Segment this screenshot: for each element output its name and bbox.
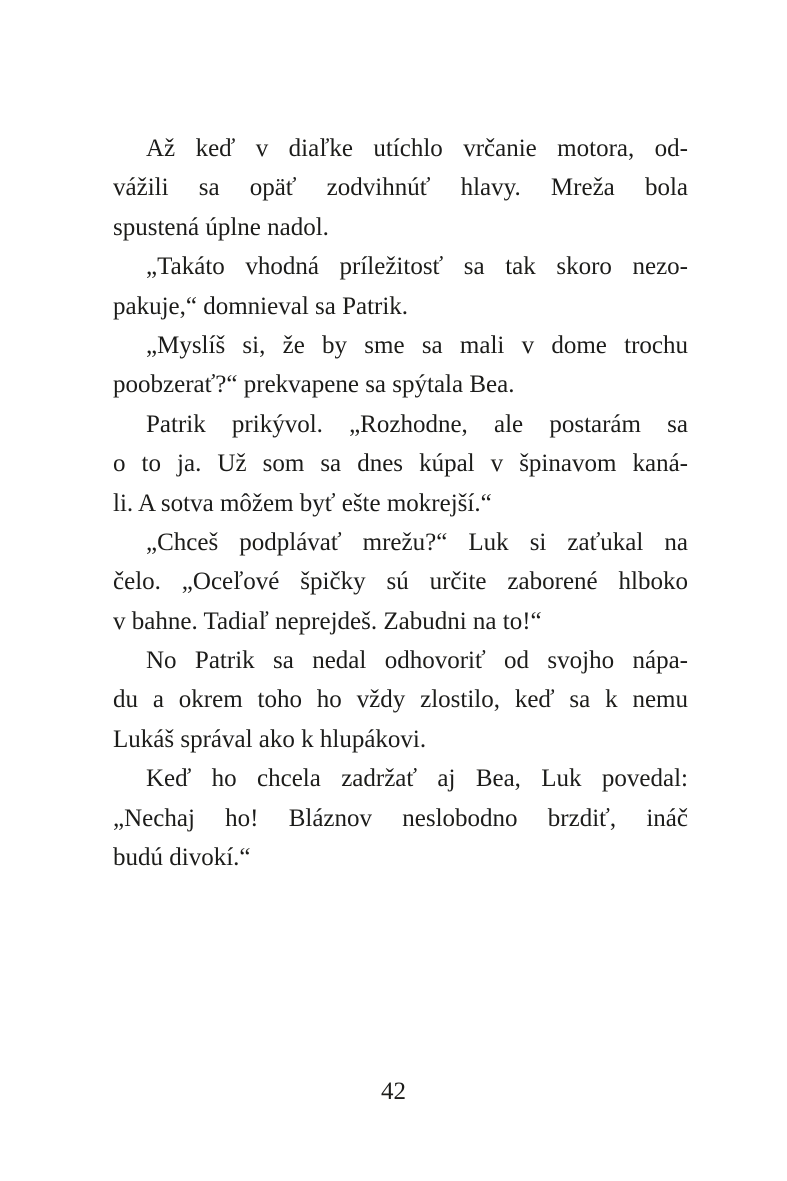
paragraph [113, 326, 688, 405]
page-number: 42 [381, 1078, 406, 1105]
paragraph [113, 523, 688, 641]
text-line: Patrik prikývol. „Rozhodne, ale postarám sa [146, 410, 688, 438]
paragraph [113, 405, 688, 523]
text-line: Keď ho chcela zadržať aj Bea, Luk povedal: [146, 765, 688, 793]
text-line: čelo. „Oceľové špičky sú určite zaborené hlboko [113, 568, 688, 596]
text-line: „Takáto vhodná príležitosť sa tak skoro nezo- [146, 253, 688, 281]
text-line: vážili sa opäť zodvihnúť hlavy. Mreža bola [113, 174, 688, 202]
text-line: du a okrem toho ho vždy zlostilo, keď sa k nemu [113, 686, 688, 714]
text-line: „Nechaj ho! Bláznov neslobodno brzdiť, ináč [113, 804, 688, 832]
paragraph [113, 759, 688, 877]
text-line: poobzerať?“ prekvapene sa spýtala Bea. [113, 371, 515, 399]
text-line: Až keď v diaľke utíchlo vrčanie motora, od- [146, 135, 688, 162]
text-line: budú divokí.“ [113, 844, 251, 872]
body-text [113, 129, 688, 877]
text-line: Lukáš správal ako k hlupákovi. [113, 725, 427, 753]
paragraph [113, 129, 688, 247]
paragraph [113, 247, 688, 326]
text-line: „Chceš podplávať mrežu?“ Luk si zaťukal na [146, 528, 688, 556]
text-line: li. A sotva môžem byť ešte mokrejší.“ [113, 489, 492, 517]
text-line: No Patrik sa nedal odhovoriť od svojho nápa- [146, 647, 688, 675]
text-line: pakuje,“ domnieval sa Patrik. [113, 292, 409, 320]
paragraph [113, 641, 688, 759]
text-line: v bahne. Tadiaľ neprejdeš. Zabudni na to!“ [113, 607, 542, 635]
text-line: o to ja. Už som sa dnes kúpal v špinavom kaná- [113, 450, 688, 478]
text-line: spustená úplne nadol. [113, 213, 329, 241]
text-line: „Myslíš si, že by sme sa mali v dome trochu [146, 331, 688, 359]
